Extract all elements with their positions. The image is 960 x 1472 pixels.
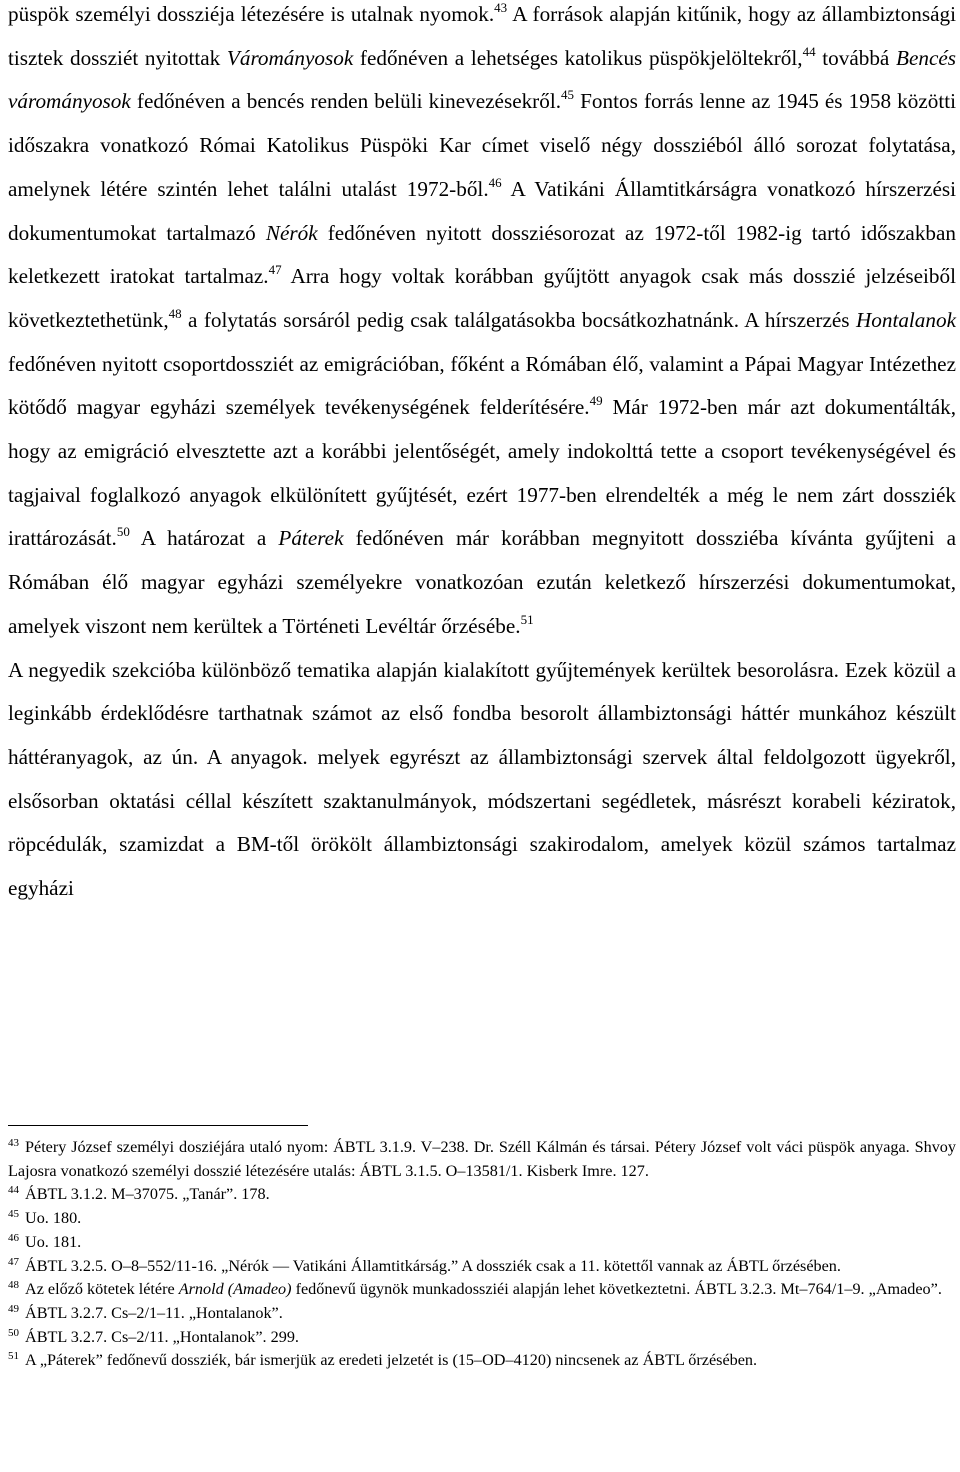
italic-term: Páterek (278, 526, 344, 551)
footnote (8, 1349, 956, 1373)
footnote (8, 1183, 956, 1207)
document-page (8, 0, 956, 911)
footnote-number: 43 (8, 1137, 19, 1149)
footnote-ref: 49 (589, 393, 603, 409)
text-run: Pétery József személyi dosziéjára utaló nyom: ÁBTL 3.1.9. V–238. Dr. Széll Kálmán és társai. Pétery József volt váci püspök anyaga. Shvoy Lajosra vonatkozó személyi dosszié létezésére utalás: ÁBTL 3.1.5. O–13581/1. Kisberk Imre. 127. (8, 1138, 956, 1180)
text-run: Uo. 181. (25, 1232, 82, 1251)
footnote (8, 1231, 956, 1255)
footnote-ref: 50 (116, 524, 130, 540)
footnote-text (25, 1304, 283, 1322)
footnote-number: 48 (8, 1279, 19, 1292)
text-run: püspök személyi dossziéja létezésére is utalnak nyomok. (8, 2, 495, 26)
text-run: Uo. 180. (25, 1209, 82, 1228)
footnote-text (25, 1328, 299, 1346)
body-paragraph (8, 0, 956, 649)
footnote-ref: 44 (802, 43, 816, 59)
text-run: fedőnéven már korábban megnyitott dossziéba kívánta gyűjteni a Rómában élő magyar egyházi személyekre vonatkozóan ezután keletkező hírszerzési dokumentumokat, amelyek viszont nem kerültek a Történeti Levéltár őrzésébe. (8, 526, 956, 638)
text-run: ÁBTL 3.2.7. Cs–2/1–11. „Hontalanok”. (25, 1303, 283, 1322)
text-run: fedőnéven nyitott csoportdossziét az emigrációban, főként a Rómában élő, valamint a Pápai Magyar Intézethez kötődő magyar egyházi személyek tevékenységének felderítésére. (8, 351, 956, 420)
footnote (8, 1136, 956, 1183)
text-run: Már 1972-ben már azt dokumentálták, hogy az emigráció elvesztette azt a korábbi jelentőségét, amely indokolttá tette a csoport tevékenységével és tagjaival foglalkozó anyagok elkülönített gyűjtését, ezért 1977-ben elrendelték a még le nem zárt dossziék irattározását. (8, 395, 956, 551)
italic-term: Hontalanok (855, 307, 956, 332)
footnote-ref: 51 (520, 611, 534, 627)
footnote-number: 46 (8, 1231, 19, 1244)
footnote (8, 1207, 956, 1231)
footnote-ref: 43 (494, 0, 508, 15)
text-run: A „Páterek” fedőnevű dossziék, bár ismerjük az eredeti jelzetét is (15–OD–4120) nincsenek az ÁBTL őrzésében. (25, 1351, 758, 1370)
text-run: A negyedik szekcióba különböző tematika alapján kialakított gyűjtemények kerültek besorolásra. Ezek közül a leginkább érdeklődésre tarthatnak számot az első fondba besorolt állambiztonsági háttér munkához készült háttéranyagok, az ún. A anyagok. melyek egyrészt az állambiztonsági szervek által feldolgozott ügyekről, elsősorban oktatási céllal készített szaktanulmányok, módszertani segédletek, másrészt korabeli kéziratok, röpcédulák, szamizdat a BM-től örökölt állambiztonsági szakirodalom, amelyek közül számos tartalmaz egyházi (8, 657, 956, 901)
text-run: Arra hogy voltak korábban gyűjtött anyagok csak más dosszié jelzéseiből következtethetünk, (8, 264, 956, 332)
body-paragraph (8, 649, 956, 911)
text-run: Az előző kötetek létére (25, 1280, 179, 1299)
footnote-ref: 46 (488, 174, 502, 190)
italic-term: Nérók (265, 220, 318, 245)
text-run: A határozat a (129, 526, 279, 551)
text-run: Fontos forrás lenne az 1945 és 1958 közötti időszakra vonatkozó Római Katolikus Püspöki Kar címet viselő négy dossziéból álló sorozat folytatása, amelynek létére szintén lehet találni utalást 1972-ből. (8, 89, 957, 201)
footnote-text (25, 1351, 757, 1369)
text-run: a folytatás sorsáról pedig csak találgatásokba bocsátkozhatnánk. A hírszerzés (181, 307, 856, 332)
text-run: fedőnéven a lehetséges katolikus püspökjelöltekről, (353, 45, 803, 70)
text-run: A Vatikáni Államtitkárságra vonatkozó hírszerzési dokumentumokat tartalmazó (8, 176, 956, 245)
footnote (8, 1278, 956, 1302)
footnotes-section (8, 1136, 956, 1373)
footnote-ref: 45 (561, 87, 575, 103)
italic-term: Arnold (Amadeo) (178, 1280, 292, 1299)
footnote-text (8, 1138, 956, 1180)
text-run: továbbá (815, 45, 896, 70)
footnote-number: 44 (8, 1184, 19, 1197)
footnote-number: 51 (8, 1350, 19, 1363)
footnote (8, 1255, 956, 1279)
footnote-number: 50 (8, 1326, 19, 1339)
text-run: fedőnéven a bencés renden belüli kinevezésekről. (130, 89, 562, 114)
footnote-ref: 48 (168, 305, 182, 321)
italic-term: Bencés várományosok (8, 45, 956, 114)
text-run: ÁBTL 3.2.7. Cs–2/11. „Hontalanok”. 299. (25, 1327, 299, 1346)
footnote (8, 1326, 956, 1350)
footnote-separator (8, 1125, 308, 1126)
footnote-number: 45 (8, 1208, 19, 1221)
footnote-text (25, 1257, 841, 1275)
footnote-text (25, 1185, 270, 1203)
footnote-text (25, 1280, 942, 1298)
italic-term: Várományosok (226, 45, 354, 70)
text-run: ÁBTL 3.2.5. O–8–552/11-16. „Nérók — Vatikáni Államtitkárság.” A dossziék csak a 11. kötettől vannak az ÁBTL őrzésében. (25, 1256, 841, 1275)
text-run: ÁBTL 3.1.2. M–37075. „Tanár”. 178. (25, 1185, 270, 1204)
footnote-number: 47 (8, 1255, 19, 1268)
text-run: A források alapján kitűnik, hogy az állambiztonsági tisztek dossziét nyitottak (8, 2, 956, 70)
footnote (8, 1302, 956, 1326)
text-run: fedőnevű ügynök munkadossziéi alapján lehet következtetni. ÁBTL 3.2.3. Mt–764/1–9. „Amadeo”. (291, 1280, 942, 1299)
footnote-text (25, 1233, 81, 1251)
footnote-ref: 47 (268, 262, 282, 278)
text-run: fedőnéven nyitott dossziésorozat az 1972-től 1982-ig tartó időszakban keletkezett iratokat tartalmaz. (8, 220, 957, 289)
footnote-text (25, 1209, 81, 1227)
footnote-number: 49 (8, 1302, 19, 1315)
